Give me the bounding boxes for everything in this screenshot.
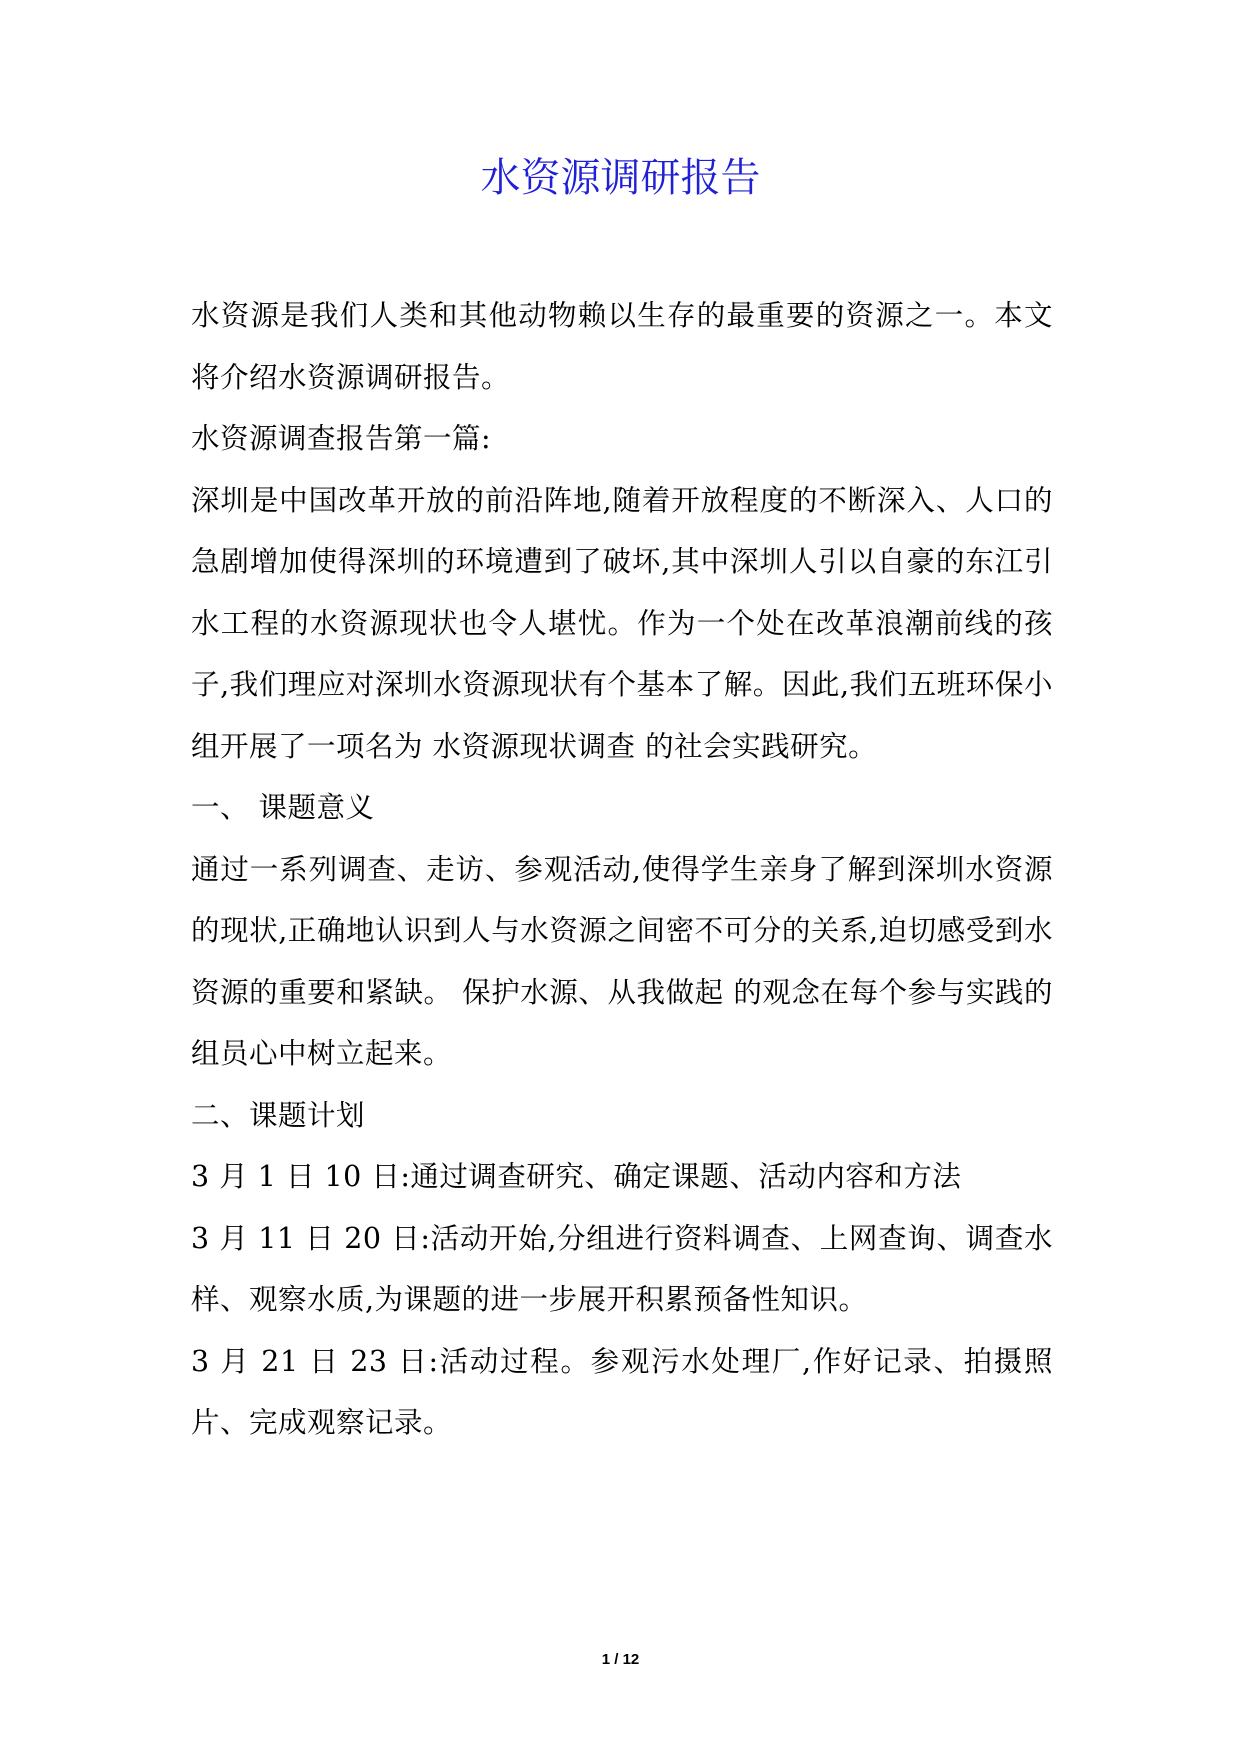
- document-title: 水资源调研报告: [480, 155, 761, 201]
- significance-paragraph: 通过一系列调查、走访、参观活动,使得学生亲身了解到深圳水资源的现状,正确地认识到人与水资源之间密不可分的关系,迫切感受到水资源的重要和紧缺。 保护水源、从我做起 的观念在每个参与实践的组员心中树立起来。: [191, 852, 1053, 1070]
- page-number: 1 / 12: [601, 1651, 640, 1668]
- heading-topic-plan: 二、课题计划: [191, 1098, 366, 1132]
- plan-item-2: 3 月 11 日 20 日:活动开始,分组进行资料调查、上网查询、调查水样、观察水质,为课题的进一步展开积累预备性知识。: [191, 1221, 1053, 1316]
- document-body: [191, 285, 1053, 1454]
- intro-paragraph: 水资源是我们人类和其他动物赖以生存的最重要的资源之一。本文将介绍水资源调研报告。: [191, 299, 1053, 394]
- heading-topic-significance: 一、 课题意义: [191, 791, 375, 824]
- background-paragraph: 深圳是中国改革开放的前沿阵地,随着开放程度的不断深入、人口的急剧增加使得深圳的环境遭到了破坏,其中深圳人引以自豪的东江引水工程的水资源现状也令人堪忧。作为一个处在改革浪潮前线的孩子,我们理应对深圳水资源现状有个基本了解。因此,我们五班环保小组开展了一项名为 水资源现状调查 的社会实践研究。: [191, 483, 1053, 763]
- plan-item-1: 3 月 1 日 10 日:通过调查研究、确定课题、活动内容和方法: [191, 1160, 962, 1193]
- plan-item-3: 3 月 21 日 23 日:活动过程。参观污水处理厂,作好记录、拍摄照片、完成观察记录。: [191, 1344, 1053, 1439]
- section-heading-part-one: 水资源调查报告第一篇:: [191, 422, 492, 455]
